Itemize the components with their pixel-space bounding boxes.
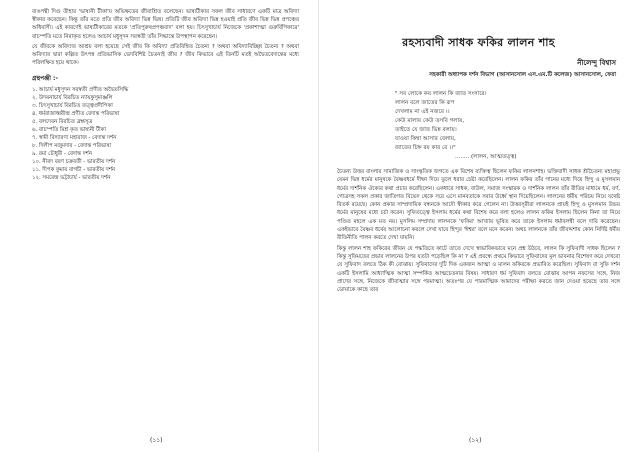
article-body xyxy=(337,168,620,294)
reference-item: ৩. চিৎসুখাচার্য বিরচিত তত্ত্বপ্রদীপিকা xyxy=(32,103,113,110)
right-page xyxy=(319,0,638,452)
body-paragraph-2: কিন্তু লালন শাহ ফকিরের জীবন যে পদ্ধতিতে কাটে তাতে দেখে স্বাভাবিকভাবে মনে প্রশ্ন উঠবে, লালন কি সুফিবাদী সাধক ছিলেন ? কিন্তু সুফিমতের প্রভাব লালনের উপর যতটা পড়েছিল কি না ? এই প্রবন্ধে প্রথমে কিভাবে সুফিবাদের মূল ভাবনার বিশেষণ করে দেখবো যে সুফিবাদ বলতে ঠিক কী বোঝায়। সুফিবাদের দুটি দিক একজন আত্মা ও মালন ফকিরকে প্রভাবিত করেছিল। সুফিবাদ বা সুফি দর্শন একটি ইসলামি আধ্যাত্মিক আত্মা সম্পর্কিত আত্মচেতনার বিষয়। সাধারণ ধর্ম সুফিবাদ বলতে বোঝায় আপন নফসের সঙ্গে, নিজ প্রাণের সঙ্গে, নিজেকে জীবাত্মার সঙ্গে পরমাত্মা। অতঃপর যে পারমাত্মিক আমাদের পরীক্ষা করতে জান দেওয়া হয়েছে তার সঙ্গে ডোয়াকে কাছে তার xyxy=(337,245,620,294)
reference-item: ১০. নীরদ বরণ চক্রবর্তী - ভারতীয় দর্শন xyxy=(32,159,116,166)
bibliography-list xyxy=(32,86,299,182)
reference-item: ১. আচার্য মধুসূদন সরস্বতী প্রণীত অদ্বৈতসিদ্ধি xyxy=(32,87,129,94)
reference-item: ৬. বাচস্পতি মিশ্র কৃত ভাষ্যনী টীকা xyxy=(32,127,106,134)
poem-line: দেখলাম না এই নজরে ।। xyxy=(395,109,450,115)
author-affiliation: সহকারী অধ্যাপক দর্শন বিভাগ (আসানসোল এস.এম.টি কলেজ) আসানসোল, ফেরা xyxy=(429,72,616,78)
poem-line: যাওয়া কিম্বা আসার বেলায়, xyxy=(395,136,456,142)
reference-item: ৭. স্বামী বিদ্যারণ্য মহারাজ - বেদান্ত দর্শন xyxy=(32,135,117,142)
poem-line: জাতের চিহ্ন রয় কার রে ।।" xyxy=(395,145,456,151)
reference-item: ৫. বলদেবন বিরচিত ব্রহ্মসূত্র xyxy=(32,119,93,126)
reference-item: ২. উদয়নাচার্য বিরচিত ন্যায়কুসুমাঞ্জলি xyxy=(32,95,113,102)
reference-item: ৯. রমা চৌধুরী - বেদান্ত দর্শন xyxy=(32,151,92,158)
page-number-right: (১২) xyxy=(469,437,482,444)
left-paragraph-2: যে জীবকে অবিদ্যার আশ্রয় বলা হয়েছে সেই জীব কি অবিদ্যা প্রতিবিম্বিত চৈতন্য ? অথবা অবিদ্যাবিচ্ছিন্ন চৈতন্য ? অথবা অবিদ্যার দ্বারা কল্পিত উৎপন্ন প্রতিভাসিক ভেদবিশিষ্ট চৈতন্যই জীব ? জীব কিভাবে এই তিনটি মতই অদ্বৈতবেদান্তের মধ্যে পরিলক্ষিত হয়ে থাকে। xyxy=(32,43,299,67)
epigraph-poem xyxy=(395,90,620,162)
poem-source: ........ (লালন, আত্মতত্ত্ব) xyxy=(455,154,517,160)
reference-item: ১১. দীপক কুমার বাগচী - ভারতীয় দর্শন xyxy=(32,167,116,174)
poem-line: " সব লোকে কয় লালন কি জাত সংসারে। xyxy=(395,91,487,97)
body-paragraph-1: চৈতন্য উত্তর বাংলার সামাজিক ও সাংস্কৃতিক জগতে এক বিশেষ ব্যক্তিত্ব ছিলেন ফকির লালনশাহ। ভক্তিবাদী সাধক শ্রীচৈতন্য মহাপ্রভু যেমন ভিন্ন ধর্মের মানুষকে বৈষ্ণবধর্মে দীক্ষা দিয়ে তুলে ধরার চেষ্টা করেছিলেন। লালন ফকির তাঁর গানের মধ্যে দিয়ে হিন্দু ও মুসলমান ধর্মের দার্শনিক ঐক্যের কথা প্রচার করেছিলেন। একধারে সাধক, বাউল, সমাজ সংস্কারক ও দার্শনিক লালন তাঁর রীতির মাধ্যমে ধর্ম, বর্ণ, গোত্রসহ সকল প্রকার জাতিগত বিভেদ থেকে সরে এসে মানবতাকে সবার উর্ধ্বে স্থান দিয়েছিলেন। লালনের ধর্মীয় পরিচয় নিয়ে যথেষ্ট বিতর্ক রয়েছে। কোন প্রকার সাম্প্রদায়িক বন্ধনকে আদৌ স্বীকার করে গেলেন না। উত্তরসূরীরা লালনকে প্রায়ই হিন্দু ও মুসলমান উভয় ধর্মের মানুষের মধ্যে চর্চা করেন। সুফিতত্ত্বে ইসলাম ধর্মের কথা বিশেষ করে বলা হলেও লালন ফকির ইসলাম ছিলেন কিনা তা নিয়ে পণ্ডিত মহলে এক মত নয়। মুসলিম সম্প্রদায় লালনকে 'ফকির' আখ্যায় ভূষিত করে তাকে ইসলাম ধর্মাবলম্বী বলে দাবি করেছেন। একইভাবে বৈষ্ণব ধর্মের আলোচনা করলে দেখা যাবে হিন্দুর 'ঈশ্বর' বলে মনে করেন। অথচ লালনকে তাঁর জীবদ্দশায় কোন নির্দিষ্ট ধর্মীয় রীতিনীতি পালন করতে দেখা যায়নি। xyxy=(337,169,620,242)
bibliography-title: গ্রন্থপঞ্জী :- xyxy=(32,75,58,83)
poem-line: তাইতে যে জাত ভিন্ন বলায়। xyxy=(395,127,457,133)
left-paragraph-1: বাঙপন্থী দিগু তীহার 'ভাষ্যনী টীকা'য় অভিক্ষতের জীবাশ্রিত বলেছেন। ভাষ্যটীকার সকল জীব সাধারণে একটি মাত্র অবিদ্যা স্বীকার করেছেন। কিন্তু তাঁর মতে প্রতি জীব অবিদ্যা ভিন্ন ভিন্ন। প্রতিটি জীব অবিদ্যা ভিন্ন হওয়াই প্রতি জীব ভিন্ন ভিন্ন প্রপঞ্চের অধিবাসী। এই কারণেই ভাষ্যটীকারের মতকে 'প্রতিপুরুষপ্রপঞ্চবাদ' বলা হয়। চিৎসুখাচার্য নিজেকে 'প্রকাশাত্মা গুরুর্বিপিকারে' বাচস্পতি মতে নিরাকৃত হলেও আচার্য মধুসূদন সরস্বতী তাঁর সিদ্ধান্তে উপস্থাপন করেছেন। xyxy=(32,9,299,40)
reference-item: ৪. ধর্মরাজাধ্বরীন্দ্র প্রণীত বেদান্ত পরিভাষা xyxy=(32,111,120,118)
article-title: রহস্যবাদী সাধক ফকির লালন শাহ xyxy=(402,36,555,49)
page-number-left: (১১) xyxy=(150,437,163,444)
reference-item: ১২. সমরেন্দ্র ভট্টাচার্য - ভারতীয় দর্শন xyxy=(32,175,111,182)
reference-item: ৮. দিলীপ মজুমদার - বেদান্ত পরিভাষা xyxy=(32,143,112,150)
author-name: নীলেন্দু বিশ্বাস xyxy=(577,59,616,67)
poem-line: কেউ মালায় কেউ তসবি গলায়, xyxy=(395,118,465,124)
poem-line: লালন বলে জাতের কি রূপ xyxy=(395,100,455,106)
